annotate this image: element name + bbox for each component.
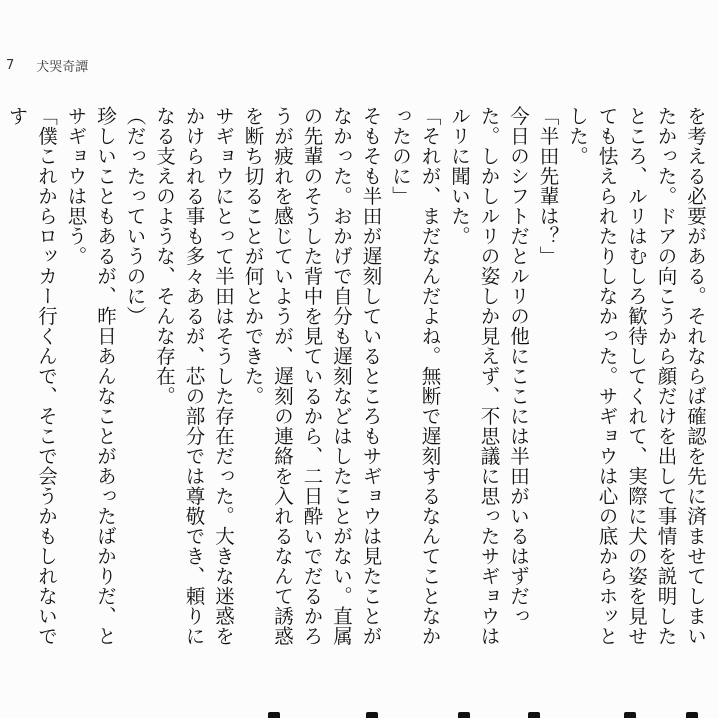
next-page-glyph-fragment (458, 712, 470, 718)
page-header (6, 56, 88, 75)
next-page-glyph-fragment (686, 712, 698, 718)
page-number: 7 (6, 58, 15, 73)
paragraph-4: 「それが、まだなんだよね。無断で遅刻するなんてことなかったのに」 (389, 106, 442, 646)
paragraph-1: を考える必要がある。それならば確認を先に済ませてしまいたかった。ドアの向こうから顔だけを出して事情を説明したところ、ルリはむしろ歓待してくれて、実際に犬の姿を見せても怯えられたりしなかった。サギョウは心の底からホッとした。 (566, 106, 707, 646)
next-page-glyph-fragment (624, 712, 636, 718)
paragraph-6: サギョウにとって半田はそうした存在だった。大きな迷惑をかけられる事も多々あるが、芯の部分では尊敬でき、頼りになる支えのような、そんな存在。 (153, 106, 235, 646)
next-page-glyph-fragment (366, 712, 378, 718)
vertical-text-body (5, 106, 710, 651)
paragraph-2: 「半田先輩は？」 (536, 106, 560, 266)
paragraph-9: 「僕これからロッカー行くんで、そこで会うかもしれないです (5, 106, 58, 646)
paragraph-7: （だったっていうのに） (123, 106, 147, 326)
next-page-glyph-fragment (268, 712, 280, 718)
next-page-glyph-fragment (528, 712, 540, 718)
paragraph-8: 珍しいこともあるが、昨日あんなことがあったばかりだ、とサギョウは思う。 (64, 106, 117, 646)
paragraph-3: 今日のシフトだとルリの他にここには半田がいるはずだった。しかしルリの姿しか見えず、不思議に思ったサギョウはルリに聞いた。 (448, 106, 530, 646)
paragraph-5: そもそも半田が遅刻しているところもサギョウは見たことがなかった。おかげで自分も遅刻などはしたことがない。直属の先輩のそうした背中を見ているから、二日酔いでだるかろうが疲れを感じていようが、遅刻の連絡を入れるなんて誘惑を断ち切ることが何とかできた。 (241, 106, 383, 646)
book-title: 犬哭奇譚 (36, 60, 89, 75)
